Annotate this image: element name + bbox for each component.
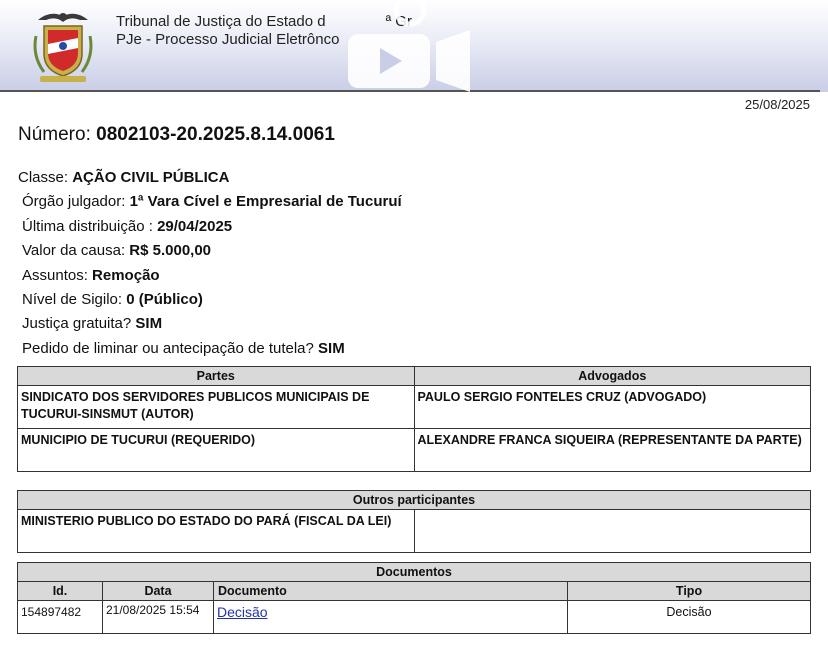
parte-cell: SINDICATO DOS SERVIDORES PUBLICOS MUNICIPAIS DE TUCURUI-SINSMUT (AUTOR) — [18, 386, 415, 429]
parte-cell: MUNICIPIO DE TUCURUI (REQUERIDO) — [18, 429, 415, 472]
coat-of-arms-icon — [30, 6, 96, 86]
process-info — [18, 166, 402, 361]
col-documento-header: Documento — [214, 582, 568, 601]
advogados-header: Advogados — [414, 367, 811, 386]
header-title-line2: PJe - Processo Judicial Eletrônco — [116, 31, 340, 48]
field-orgao-julgador: Órgão julgador: 1ª Vara Cível e Empresarial de Tucuruí — [22, 193, 402, 211]
field-justica-gratuita: Justiça gratuita? SIM — [22, 315, 163, 333]
field-pedido-liminar: Pedido de liminar ou antecipação de tutela? SIM — [22, 339, 345, 357]
process-number: Número: 0802103-20.2025.8.14.0061 — [18, 124, 335, 145]
col-id-header: Id. — [18, 582, 103, 601]
header-title-line1: Tribunal de Justiça do Estado d ª Gr — [116, 13, 412, 30]
field-classe: Classe: AÇÃO CIVIL PÚBLICA — [18, 169, 230, 186]
table-row — [18, 386, 811, 429]
table-row — [18, 429, 811, 472]
advogado-cell: PAULO SERGIO FONTELES CRUZ (ADVOGADO) — [414, 386, 811, 429]
doc-type-cell: Decisão — [568, 601, 811, 634]
outros-participantes-header: Outros participantes — [18, 491, 811, 510]
report-date: 25/08/2025 — [744, 97, 810, 112]
field-valor-causa: Valor da causa: R$ 5.000,00 — [22, 242, 212, 260]
documentos-table — [17, 562, 811, 634]
partes-table — [17, 366, 811, 472]
documentos-header: Documentos — [18, 563, 811, 582]
outros-participantes-table — [17, 490, 811, 553]
field-assuntos: Assuntos: Remoção — [22, 266, 160, 284]
field-ultima-distribuicao: Última distribuição : 29/04/2025 — [22, 217, 233, 235]
doc-date-cell: 21/08/2025 15:54 — [103, 601, 214, 634]
table-row — [18, 510, 811, 553]
participante-empty-cell — [414, 510, 811, 553]
advogado-cell: ALEXANDRE FRANCA SIQUEIRA (REPRESENTANTE DA PARTE) — [414, 429, 811, 472]
partes-header: Partes — [18, 367, 415, 386]
decisao-document-link[interactable]: Decisão — [217, 604, 268, 620]
field-nivel-sigilo: Nível de Sigilo: 0 (Público) — [22, 291, 203, 309]
doc-id-cell: 154897482 — [18, 601, 103, 634]
col-tipo-header: Tipo — [568, 582, 811, 601]
col-data-header: Data — [103, 582, 214, 601]
doc-name-cell — [214, 601, 568, 634]
participante-cell: MINISTERIO PUBLICO DO ESTADO DO PARÁ (FISCAL DA LEI) — [18, 510, 415, 553]
table-row — [18, 601, 811, 634]
video-play-overlay-icon[interactable] — [340, 0, 480, 100]
